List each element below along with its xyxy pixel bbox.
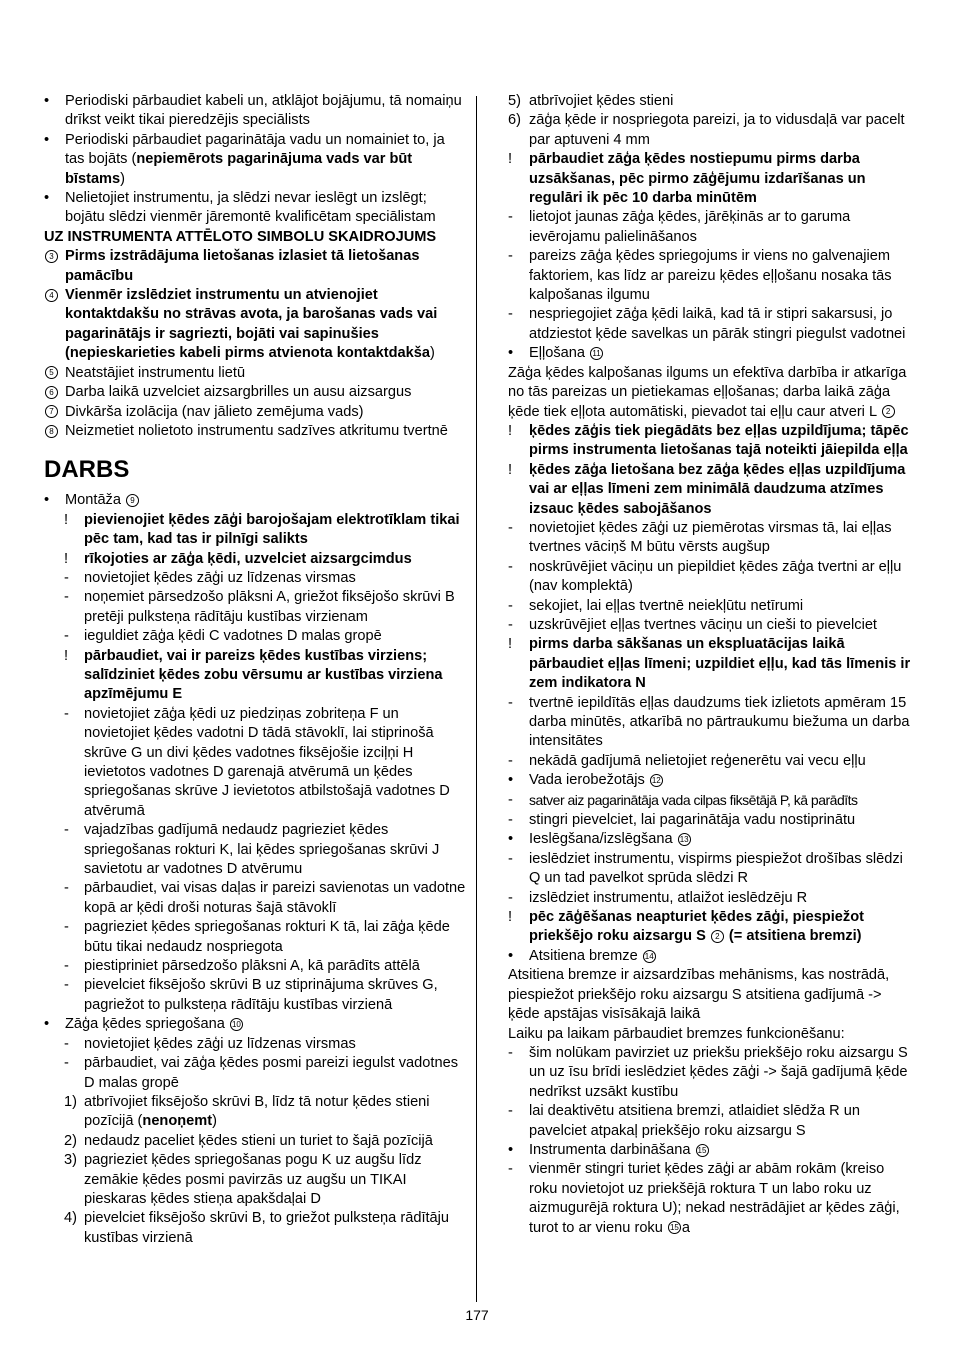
text-run: nespriegojiet zāģa ķēdi laikā, kad tā ir stipri sakarsusi, jo atdziestot ķēde savelkas un pārāk stingri piegulst vadotnei (529, 306, 906, 342)
text-run: Laiku pa laikam pārbaudiet bremzes funkcionēšanu: (508, 1025, 845, 1042)
list-marker: - (64, 1055, 69, 1072)
text-run: ieguldiet zāģa ķēdi C vadotnes D malas gropē (84, 628, 382, 645)
list-marker: - (508, 519, 513, 536)
list-item (508, 247, 912, 305)
text-run: pārbaudiet, vai visas daļas ir pareizi savienotas un vadotne kopā ar ķēdi droši noturas šajā stāvoklī (84, 880, 466, 916)
text-run: satver aiz pagarinātāja vada cilpas fiksētājā P, kā parādīts (529, 791, 858, 808)
list-marker: • (508, 1141, 514, 1158)
list-item (44, 588, 466, 627)
text-run: Neatstājiet instrumentu lietū (65, 364, 246, 381)
list-marker: 3) (64, 1152, 77, 1169)
list-marker: - (508, 1044, 513, 1061)
list-item (44, 511, 466, 550)
text-run: novietojiet zāģa ķēdi uz piedziņas zobriteņa F un novietojiet ķēdes vadotni D tādā stāvoklī, lai stiprinošā skrūve G un divi ķēdes vadotnes fiksējošie izciļņi H ievietotos vadotnes D garenajā atvērumā un ķēdes spriegošanas skrūve J ievietotos atbilstošajā vadotnes D atvērumā (84, 705, 450, 819)
list-marker: - (64, 705, 69, 722)
list-marker: - (508, 694, 513, 711)
right-column (508, 92, 912, 1238)
list-item (44, 422, 466, 441)
list-item (44, 1093, 466, 1132)
list-marker (44, 286, 59, 305)
list-marker (44, 403, 59, 422)
text-run: pievelciet fiksējošo skrūvi B uz stiprinājuma skrūves G, pagriežot to pulksteņa rādītāju kustības virzienā (84, 977, 438, 1013)
list-item (508, 947, 912, 966)
list-marker: - (64, 628, 69, 645)
list-item (508, 1102, 912, 1141)
list-item (508, 461, 912, 519)
list-marker: - (64, 977, 69, 994)
circled-number: 3 (45, 250, 58, 263)
text-run: vienmēr stingri turiet ķēdes zāģi ar abām rokām (kreiso roku novietojot uz priekšējā roktura T un labo roku uz aizmugurējā roktura U); nekad nestrādājiet ar ķēdes zāģi, turot to ar vienu roku (529, 1161, 900, 1236)
list-item (508, 305, 912, 344)
list-item (44, 550, 466, 569)
list-marker: 5) (508, 93, 521, 109)
list-marker (44, 422, 59, 441)
list-marker: - (508, 752, 513, 769)
circled-number: 5 (45, 366, 58, 379)
text-run: Instrumenta darbināšana (529, 1141, 695, 1158)
list-item (44, 364, 466, 383)
list-marker: - (508, 850, 513, 867)
list-marker: ! (508, 909, 513, 926)
list-marker: - (508, 209, 513, 226)
text-run: Nelietojiet instrumentu, ja slēdzi nevar ieslēgt un izslēgt; bojātu slēdzi vienmēr jāremontē kvalificētam speciālistam (65, 190, 436, 226)
text-run: nedaudz paceliet ķēdes stieni un turiet to šajā pozīcijā (84, 1132, 433, 1149)
list-marker: - (508, 1103, 513, 1120)
text-run: pirms darba sākšanas un ekspluatācijas laikā pārbaudiet eļļas līmeni; uzpildiet eļļu, kad tās līmenis ir zem indikatora N (529, 636, 911, 692)
list-item (508, 1025, 912, 1044)
text-run: Montāža (65, 492, 126, 509)
list-item (44, 647, 466, 705)
text-run: lietojot jaunas zāģa ķēdes, jārēķinās ar to garuma ievērojamu palielināšanos (529, 209, 851, 245)
list-item (44, 1132, 466, 1151)
list-marker: - (64, 880, 69, 897)
text-run: pievienojiet ķēdes zāģi barojošajam elektrotīklam tikai pēc tam, kad tas ir pilnīgi salikts (84, 511, 460, 548)
text-run: novietojiet ķēdes zāģi uz līdzenas virsmas (84, 1035, 356, 1052)
list-item (508, 635, 912, 693)
list-marker: 2) (64, 1132, 77, 1149)
figure-ref: 12 (650, 774, 663, 787)
list-marker: - (64, 569, 69, 586)
text-run: pēc zāģēšanas neapturiet ķēdes zāģi, piespiežot priekšējo roku aizsargu S (529, 909, 864, 945)
list-marker: ! (64, 511, 69, 528)
page-number: 177 (465, 1307, 489, 1323)
list-marker: • (44, 190, 50, 207)
list-item (508, 364, 912, 422)
circled-number: 8 (45, 425, 58, 438)
list-item (44, 627, 466, 646)
list-marker: ! (508, 151, 513, 168)
text-run: uzskrūvējiet eļļas tvertnes vāciņu un cieši to pievelciet (529, 616, 877, 633)
list-marker: • (44, 131, 50, 148)
text-run: pagrieziet ķēdes spriegošanas rokturi K tā, lai zāģa ķēde būtu tikai nedaudz nospriegota (84, 919, 450, 955)
column-divider (476, 96, 477, 1302)
text-run: ieslēdziet instrumentu, vispirms piespiežot drošības slēdzi Q un tad pavelkot sprūda slēdzi R (529, 850, 903, 887)
list-marker: - (508, 1161, 513, 1178)
list-item (44, 918, 466, 957)
text-run: ) (430, 345, 435, 362)
list-marker: - (64, 958, 69, 975)
text-run: Darba laikā uzvelciet aizsargbrilles un ausu aizsargus (65, 384, 412, 401)
list-marker (44, 383, 59, 402)
list-marker: • (508, 831, 514, 848)
list-marker: - (508, 812, 513, 829)
text-run: Atsitiena bremze ir aizsardzības mehānisms, kas nostrādā, piespiežot priekšējo roku aizsargu S atsitiena gadījumā -> ķēde apstājas visīsākajā laikā (508, 967, 890, 1023)
text-run: vajadzības gadījumā nedaudz pagrieziet ķēdes spriegošanas rokturi K, lai ķēdes spriegošanas skrūvi J savietotu ar vadotnes D atvērumu (84, 822, 440, 878)
text-run: Zāģa ķēdes spriegošana (65, 1016, 229, 1033)
figure-ref: 15 (696, 1144, 709, 1157)
list-item (508, 92, 912, 111)
list-item (44, 189, 466, 228)
list-item (508, 966, 912, 1024)
list-item (508, 422, 912, 461)
list-marker: - (508, 248, 513, 265)
list-marker (44, 364, 59, 383)
text-run: Divkārša izolācija (nav jālieto zemējuma vads) (65, 403, 364, 420)
list-item (44, 879, 466, 918)
list-item (44, 1035, 466, 1054)
list-item (508, 344, 912, 363)
text-run: nekādā gadījumā nelietojiet reģenerētu vai vecu eļļu (529, 752, 866, 769)
text-run: sekojiet, lai eļļas tvertnē neiekļūtu netīrumi (529, 597, 804, 614)
list-item (508, 1160, 912, 1238)
text-run: ) (120, 170, 126, 187)
list-item (44, 92, 466, 131)
text-run: pārbaudiet zāģa ķēdes nostiepumu pirms darba uzsākšanas, pēc pirmo zāģējumu izdarīšanas un regulāri ik pēc 10 darba minūtēm (529, 151, 866, 207)
list-item (44, 286, 466, 364)
text-run: nenoņemt (142, 1113, 213, 1130)
text-run: stingri pievelciet, lai pagarinātāja vadu nostiprinātu (529, 812, 856, 829)
text-run: pareizs zāģa ķēdes spriegojums ir viens no galvenajiem faktoriem, kas līdz ar pareizu ķēdes eļļošanu nosaka tās kalpošanas ilgumu (529, 248, 892, 304)
text-run: tvertnē iepildītās eļļas daudzums tiek izlietots apmēram 15 darba minūtēs, atkarībā no pārtraukumu biežuma un darba intensitātes (529, 694, 910, 750)
text-run: atbrīvojiet fiksējošo skrūvi B, līdz tā notur ķēdes stieni pozīcijā ( (84, 1093, 430, 1130)
text-run: Periodiski pārbaudiet pagarinātāja vadu un nomainiet to, ja tas bojāts ( (65, 131, 445, 168)
text-run: novietojiet ķēdes zāģi uz līdzenas virsmas (84, 569, 356, 586)
text-run: (= atsitiena bremzi) (724, 928, 862, 945)
list-item (44, 976, 466, 1015)
text-run: Zāģa ķēdes kalpošanas ilgums un efektīva darbība ir atkarīga no tās pareizas un pietiekamas eļļošanas; darba laikā zāģa ķēde tiek eļļota automātiski, pievadot tai eļļu caur atveri L (508, 364, 907, 420)
list-marker: • (44, 93, 50, 109)
list-item (508, 1044, 912, 1102)
list-item (44, 569, 466, 588)
text-run: ķēdes zāģa lietošana bez zāģa ķēdes eļļas uzpildījuma vai ar eļļas līmeni zem minimālā daudzuma atzīmes izsauc ķēdes sabojāšanos (529, 461, 906, 517)
list-marker: ! (508, 422, 513, 439)
text-run: ) (212, 1113, 218, 1130)
text-run: Eļļošana (529, 345, 590, 362)
list-item (508, 771, 912, 790)
list-marker: - (508, 306, 513, 323)
list-marker: - (64, 919, 69, 936)
list-item (44, 228, 466, 247)
list-item (508, 908, 912, 947)
text-run: pagrieziet ķēdes spriegošanas pogu K uz augšu līdz zemākie ķēdes posmi pavirzās uz augšu un TIKAI pieskaras ķēdes stieņa apakšdaļai D (84, 1152, 422, 1207)
text-run: piestipriniet pārsedzošo plāksni A, kā parādīts attēlā (84, 958, 420, 975)
list-item (44, 957, 466, 976)
text-run: Periodiski pārbaudiet kabeli un, atklājot bojājumu, tā nomaiņu drīkst veikt tikai pieredzējis speciālists (65, 93, 462, 129)
text-run: Atsitiena bremze (529, 947, 642, 964)
list-item (508, 694, 912, 752)
text-run: Pirms izstrādājuma lietošanas izlasiet tā lietošanas pamācību (65, 248, 420, 284)
list-marker: ! (64, 647, 69, 664)
text-run: pievelciet fiksējošo skrūvi B, to griežot pulksteņa rādītāju kustības virzienā (84, 1210, 450, 1246)
figure-ref: 13 (678, 833, 691, 846)
list-item (44, 383, 466, 402)
list-item (44, 705, 466, 821)
list-item (44, 403, 466, 422)
circled-number: 6 (45, 386, 58, 399)
figure-ref: 9 (126, 494, 139, 507)
list-marker: • (44, 492, 50, 509)
figure-ref: 2 (882, 405, 895, 418)
left-column (44, 92, 466, 1248)
text-run: nepiemērots pagarinājuma vads var būt bīstams (65, 151, 413, 187)
list-marker: - (64, 822, 69, 839)
list-item (44, 247, 466, 286)
list-marker: ! (508, 461, 513, 478)
figure-ref: 2 (711, 930, 724, 943)
text-run: ķēdes zāģis tiek piegādāts bez eļļas uzpildījuma; tāpēc pirms instrumenta lietošanas tajā noteikti jāiepilda eļļa (529, 422, 909, 459)
text-run: lai deaktivētu atsitiena bremzi, atlaidiet slēdža R un pavelciet atpakaļ priekšējo roku aizsargu S (529, 1103, 860, 1139)
list-marker: - (508, 616, 513, 633)
list-item (508, 519, 912, 558)
text-run: atbrīvojiet ķēdes stieni (529, 93, 674, 109)
list-item (508, 616, 912, 635)
text-run: Vienmēr izslēdziet instrumentu un atvienojiet kontaktdakšu no strāvas avota, ja barošanas vads vai pagarinātājs ir sagriezti, bojāti vai sapinušies (nepieskarieties kabeli pirms atvienota kontaktdakša (65, 287, 438, 362)
list-marker: • (44, 1016, 50, 1033)
text-run: rīkojoties ar zāģa ķēdi, uzvelciet aizsargcimdus (84, 550, 412, 567)
list-marker: - (64, 589, 69, 606)
text-run: pārbaudiet, vai zāģa ķēdes posmi pareizi iegulst vadotnes D malas gropē (84, 1055, 458, 1091)
text-run: a (681, 1219, 691, 1236)
list-marker: • (508, 772, 514, 789)
list-item (508, 889, 912, 908)
text-run: novietojiet ķēdes zāģi uz piemērotas virsmas tā, lai eļļas tvertnes vāciņš M būtu vērsts augšup (529, 519, 892, 556)
list-item (508, 150, 912, 208)
list-item (508, 830, 912, 849)
list-item (508, 558, 912, 597)
list-item (508, 850, 912, 889)
section-heading: DARBS (44, 456, 130, 484)
list-item (508, 1141, 912, 1160)
figure-ref: 11 (590, 347, 603, 360)
list-item (44, 1054, 466, 1093)
list-marker: 4) (64, 1210, 77, 1227)
list-item (44, 821, 466, 879)
list-marker: 1) (64, 1093, 77, 1110)
text-run: Neizmetiet nolietoto instrumentu sadzīves atkritumu tvertnē (65, 422, 448, 439)
text-run: izslēdziet instrumentu, atlaižot ieslēdzēju R (529, 889, 808, 906)
list-marker: ! (64, 550, 69, 567)
text-run: Ieslēgšana/izslēgšana (529, 831, 677, 848)
list-item (508, 208, 912, 247)
list-item (508, 111, 912, 150)
list-item (44, 1209, 466, 1248)
list-item (508, 811, 912, 830)
list-item (508, 752, 912, 771)
list-marker: 6) (508, 112, 521, 129)
text-run: šim nolūkam pavirziet uz priekšu priekšējo roku aizsargu S un uz īsu brīdi ieslēdziet ķēdes zāģi -> šajā gadījumā ķēde nedrīkst uzsākt kustību (529, 1044, 908, 1100)
list-item (44, 491, 466, 510)
list-marker: • (508, 345, 514, 362)
list-item (44, 131, 466, 189)
list-marker (44, 247, 59, 266)
text-run: noskrūvējiet vāciņu un piepildiet ķēdes zāģa tvertni ar eļļu (nav komplektā) (529, 558, 902, 595)
figure-ref: 15 (668, 1221, 681, 1234)
text-run: Vada ierobežotājs (529, 772, 649, 789)
list-item (44, 1015, 466, 1034)
list-marker: - (508, 597, 513, 614)
text-run: zāģa ķēde ir nospriegota pareizi, ja to vidusdaļā var pacelt par aptuveni 4 mm (529, 112, 905, 148)
circled-number: 7 (45, 405, 58, 418)
list-marker: - (64, 1035, 69, 1052)
text-run: pārbaudiet, vai ir pareizs ķēdes kustības virziens; salīdziniet ķēdes zobu vērsumu ar kustības virziena apzīmējumu E (84, 647, 443, 703)
list-marker: - (508, 558, 513, 575)
text-run: noņemiet pārsedzošo plāksni A, griežot fiksējošo skrūvi B pretēji pulksteņa rādītāju kustības virzienam (84, 589, 455, 625)
list-marker: • (508, 947, 514, 964)
list-item (508, 791, 912, 811)
list-item (508, 597, 912, 616)
figure-ref: 10 (230, 1018, 243, 1031)
list-marker: - (508, 889, 513, 906)
list-item (44, 1151, 466, 1209)
list-marker: ! (508, 636, 513, 653)
circled-number: 4 (45, 289, 58, 302)
text-run: UZ INSTRUMENTA ATTĒLOTO SIMBOLU SKAIDROJUMS (44, 228, 437, 245)
list-marker: - (508, 791, 513, 808)
figure-ref: 14 (643, 950, 656, 963)
